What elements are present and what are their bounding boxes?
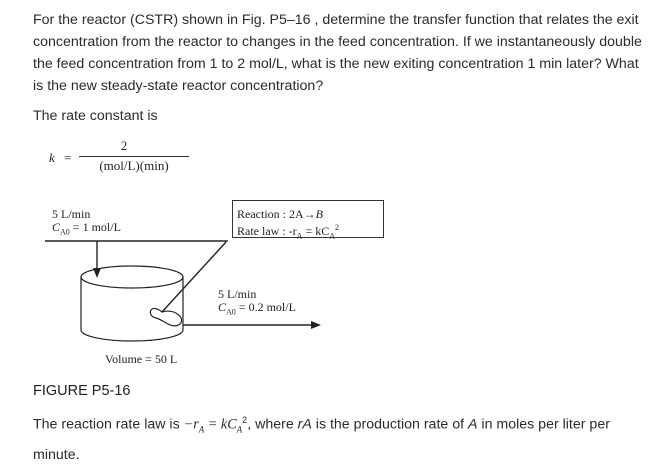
problem-statement: For the reactor (CSTR) shown in Fig. P5–16 , determine the transfer function that relates the exit concentration from the reactor to changes in the feed concentration. If we instantaneously double the feed concentration from 1 to 2 mol/L, what is the new exiting concentration 1 min later? What is the new steady-state reactor concentration? bbox=[33, 12, 642, 94]
k-numerator: 2 bbox=[120, 138, 128, 153]
reaction-label: Reaction : 2A→B bbox=[237, 207, 323, 221]
tank-bottom bbox=[81, 330, 183, 341]
feed-flow-label: 5 L/min bbox=[52, 207, 91, 221]
rate-constant-intro: The rate constant is bbox=[33, 108, 158, 124]
exit-flow-label: 5 L/min bbox=[218, 287, 257, 301]
feed-concentration-label: $C_{A0} = 1$ mol/L bbox=[52, 220, 121, 237]
reaction-arrow-icon: → bbox=[303, 207, 316, 221]
rate-law-label: Rate law : $-r_A = kC_A^2$ bbox=[237, 223, 339, 241]
stirrer-shaft bbox=[162, 242, 226, 312]
outlet-arrowhead bbox=[311, 321, 321, 329]
tank-top bbox=[81, 266, 183, 288]
equals-sign: = bbox=[64, 150, 72, 165]
k-denominator: (mol/L)(min) bbox=[99, 158, 169, 173]
figure-caption: FIGURE P5-16 bbox=[33, 383, 131, 399]
stirrer-blade-icon bbox=[150, 308, 181, 325]
tank-volume-label: Volume = 50 L bbox=[105, 352, 178, 366]
k-symbol: k bbox=[49, 150, 55, 165]
rate-law-statement: The reaction rate law is $-r_A = kC_A^2$, where rA is the production rate of A in moles per liter per minute. bbox=[33, 415, 610, 463]
exit-concentration-label: $C_{A0} = 0.2$ mol/L bbox=[218, 300, 296, 317]
